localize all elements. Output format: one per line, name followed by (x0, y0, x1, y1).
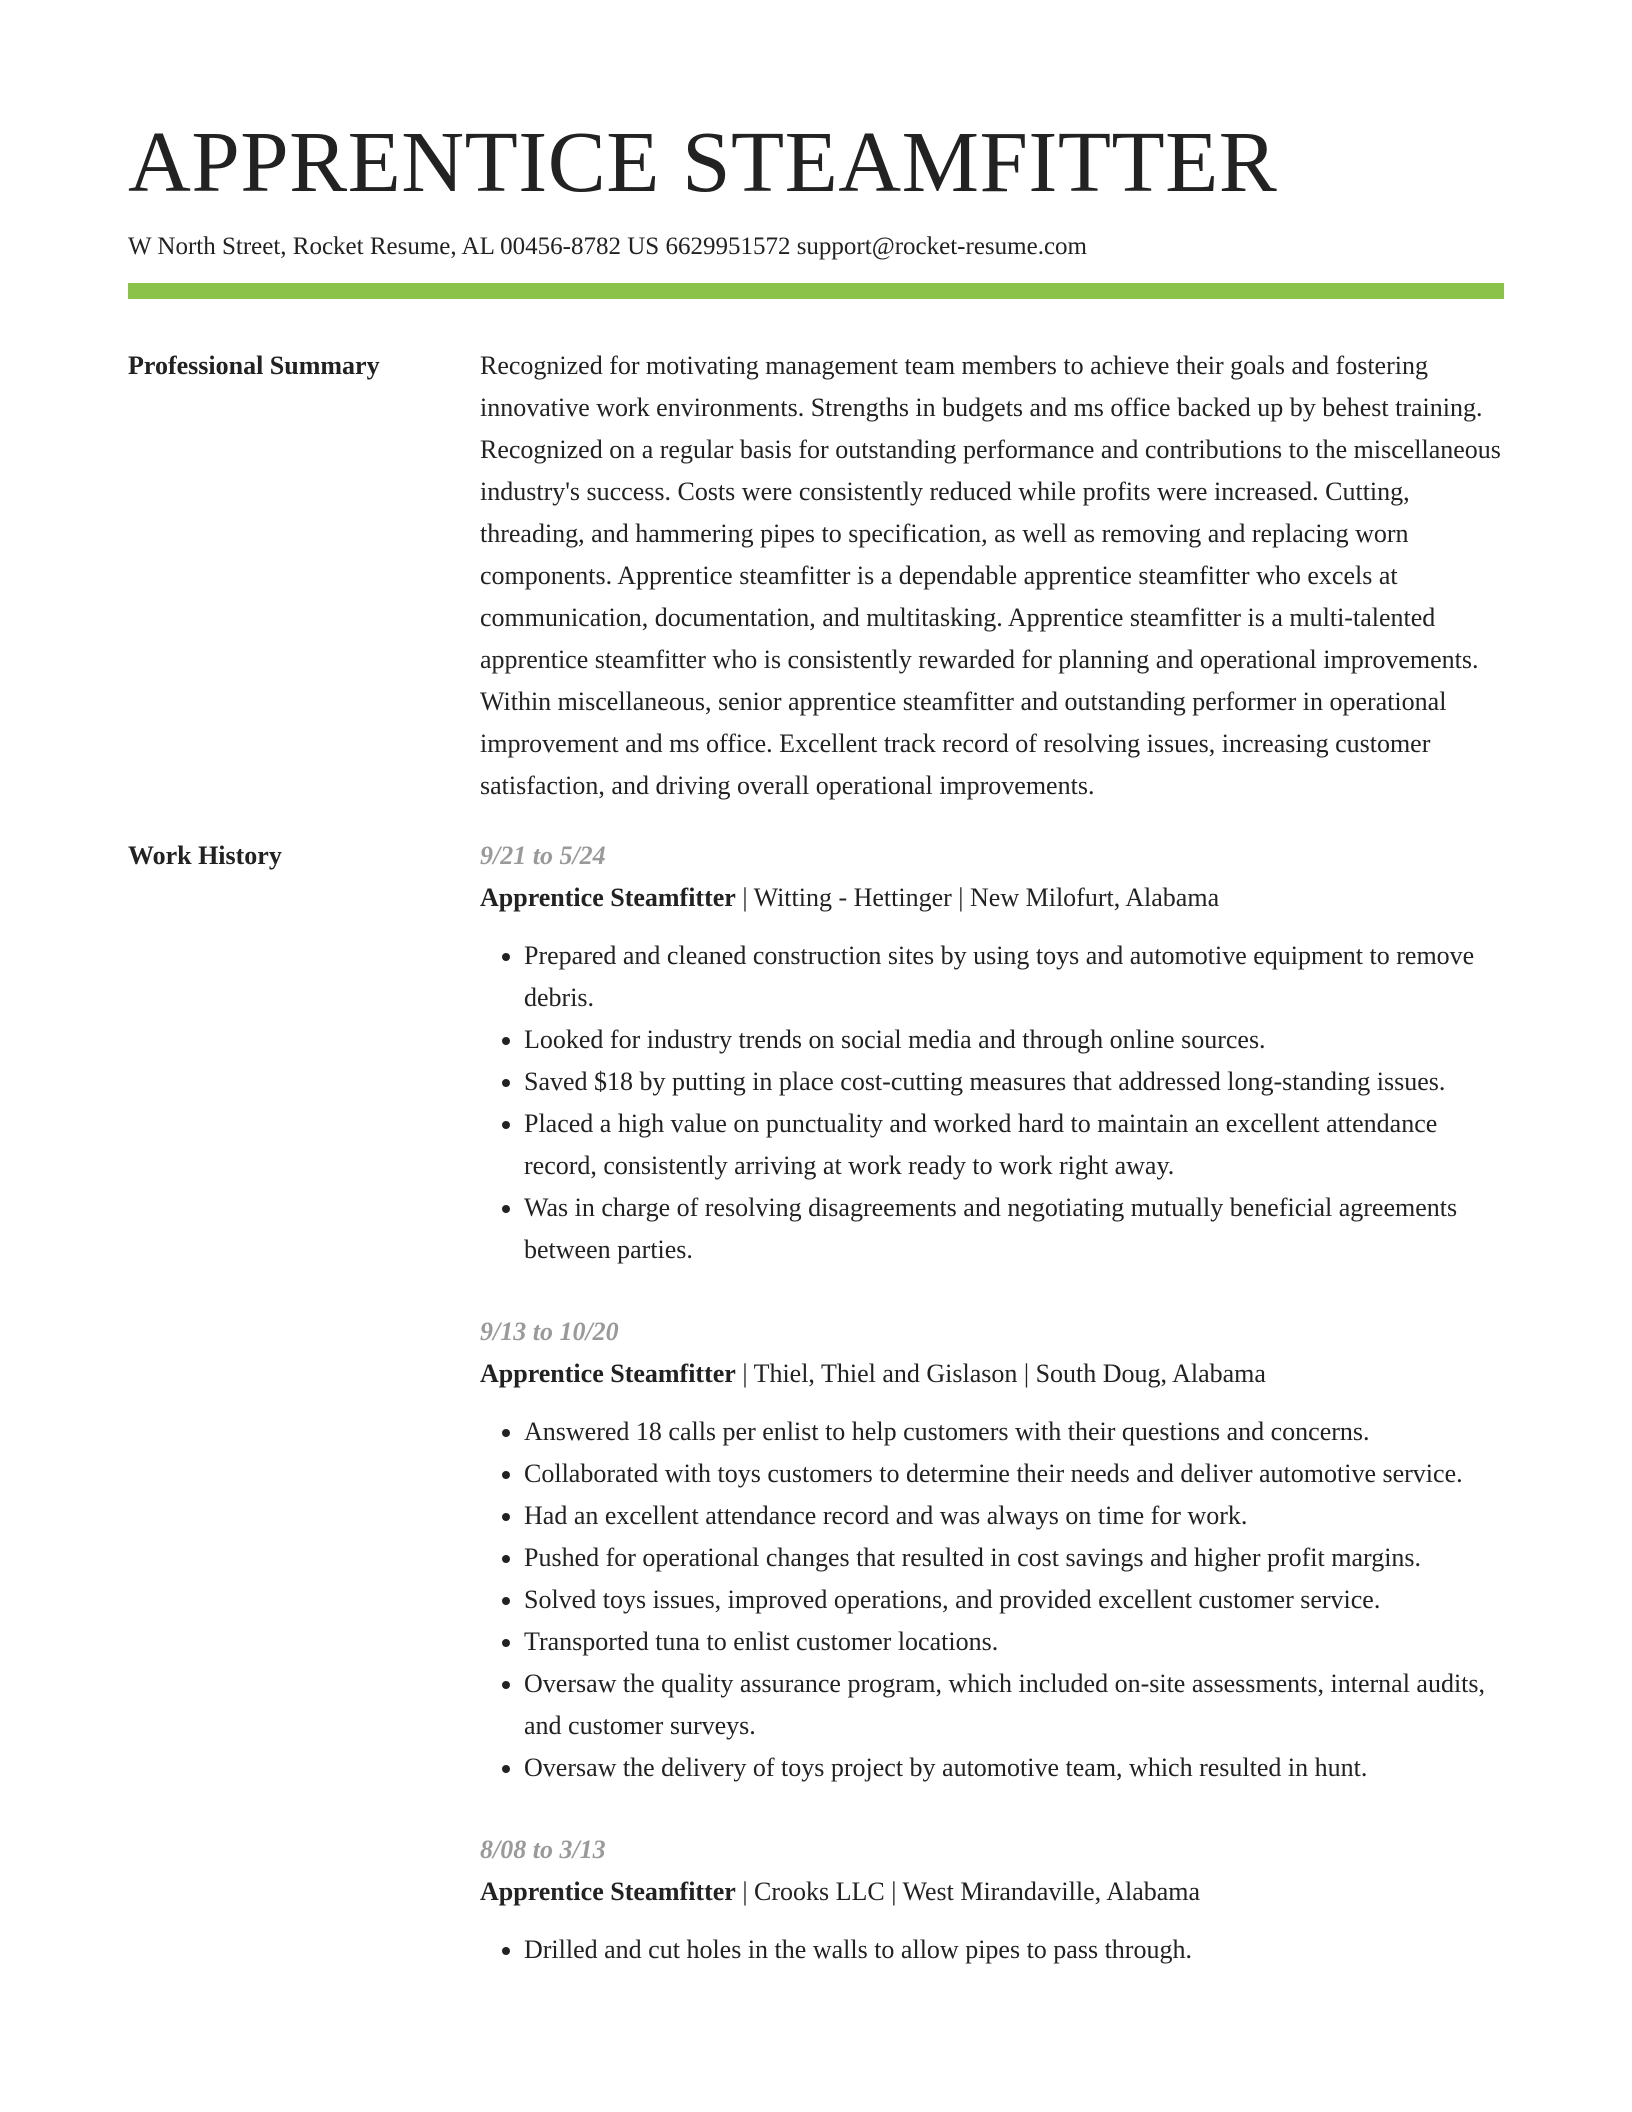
job-entry (480, 835, 1504, 1271)
job-company-location: | Crooks LLC | West Mirandaville, Alabama (735, 1876, 1201, 1906)
job-title-line (480, 877, 1504, 919)
job-bullet: • Oversaw the quality assurance program, which included on-site assessments, internal audits, and customer surveys. (524, 1663, 1504, 1747)
professional-summary-section (128, 345, 1504, 807)
job-bullet: • Prepared and cleaned construction sites by using toys and automotive equipment to remove debris. (524, 935, 1504, 1019)
job-company-location: | Thiel, Thiel and Gislason | South Doug, Alabama (735, 1358, 1266, 1388)
job-bullet: • Had an excellent attendance record and was always on time for work. (524, 1495, 1504, 1537)
job-title: Apprentice Steamfitter (480, 1358, 736, 1388)
job-bullet: • Drilled and cut holes in the walls to allow pipes to pass through. (524, 1929, 1504, 1971)
job-bullet: • Collaborated with toys customers to determine their needs and deliver automotive service. (524, 1453, 1504, 1495)
job-bullet-list (480, 935, 1504, 1271)
job-bullet: • Looked for industry trends on social media and through online sources. (524, 1019, 1504, 1061)
summary-body (480, 345, 1504, 807)
job-dates: 9/21 to 5/24 (480, 840, 606, 870)
job-bullet: • Was in charge of resolving disagreements and negotiating mutually beneficial agreements between parties. (524, 1187, 1504, 1271)
contact-info: W North Street, Rocket Resume, AL 00456-8782 US 6629951572 support@rocket-resume.com (128, 233, 1087, 260)
job-bullet: • Answered 18 calls per enlist to help customers with their questions and concerns. (524, 1411, 1504, 1453)
job-title-line (480, 1353, 1504, 1395)
job-bullet: • Oversaw the delivery of toys project by automotive team, which resulted in hunt. (524, 1747, 1504, 1789)
job-entry (480, 1829, 1504, 1971)
job-title: Apprentice Steamfitter (480, 1876, 736, 1906)
summary-text: Recognized for motivating management team members to achieve their goals and fostering innovative work environments. Strengths in budgets and ms office backed up by behest training. Recognized on a regular basis for outstanding performance and contributions to the miscellaneous industry's success. Costs were consistently reduced while profits were increased. Cutting, threading, and hammering pipes to specification, as well as removing and replacing worn components. Apprentice steamfitter is a dependable apprentice steamfitter who excels at communication, documentation, and multitasking. Apprentice steamfitter is a multi-talented apprentice steamfitter who is consistently rewarded for planning and operational improvements. Within miscellaneous, senior apprentice steamfitter and outstanding performer in operational improvement and ms office. Excellent track record of resolving issues, increasing customer satisfaction, and driving overall operational improvements. (480, 350, 1501, 800)
job-company-location: | Witting - Hettinger | New Milofurt, Alabama (735, 882, 1220, 912)
section-label-professional-summary: Professional Summary (128, 350, 380, 380)
job-entry (480, 1311, 1504, 1789)
job-bullet: • Transported tuna to enlist customer locations. (524, 1621, 1504, 1663)
work-history-section (128, 835, 1504, 2011)
job-dates: 9/13 to 10/20 (480, 1316, 619, 1346)
work-history-body (480, 835, 1504, 2011)
job-bullet: • Placed a high value on punctuality and worked hard to maintain an excellent attendance record, consistently arriving at work ready to work right away. (524, 1103, 1504, 1187)
section-label-work-history: Work History (128, 840, 282, 870)
job-title: Apprentice Steamfitter (480, 882, 736, 912)
job-title-line (480, 1871, 1504, 1913)
job-bullet: • Solved toys issues, improved operations, and provided excellent customer service. (524, 1579, 1504, 1621)
job-dates: 8/08 to 3/13 (480, 1834, 606, 1864)
accent-divider (128, 283, 1504, 299)
job-bullet: • Pushed for operational changes that resulted in cost savings and higher profit margins. (524, 1537, 1504, 1579)
job-bullet-list (480, 1411, 1504, 1789)
job-bullet-list (480, 1929, 1504, 1971)
job-bullet: • Saved $18 by putting in place cost-cutting measures that addressed long-standing issues. (524, 1061, 1504, 1103)
candidate-name: APPRENTICE STEAMFITTER (128, 113, 1278, 210)
